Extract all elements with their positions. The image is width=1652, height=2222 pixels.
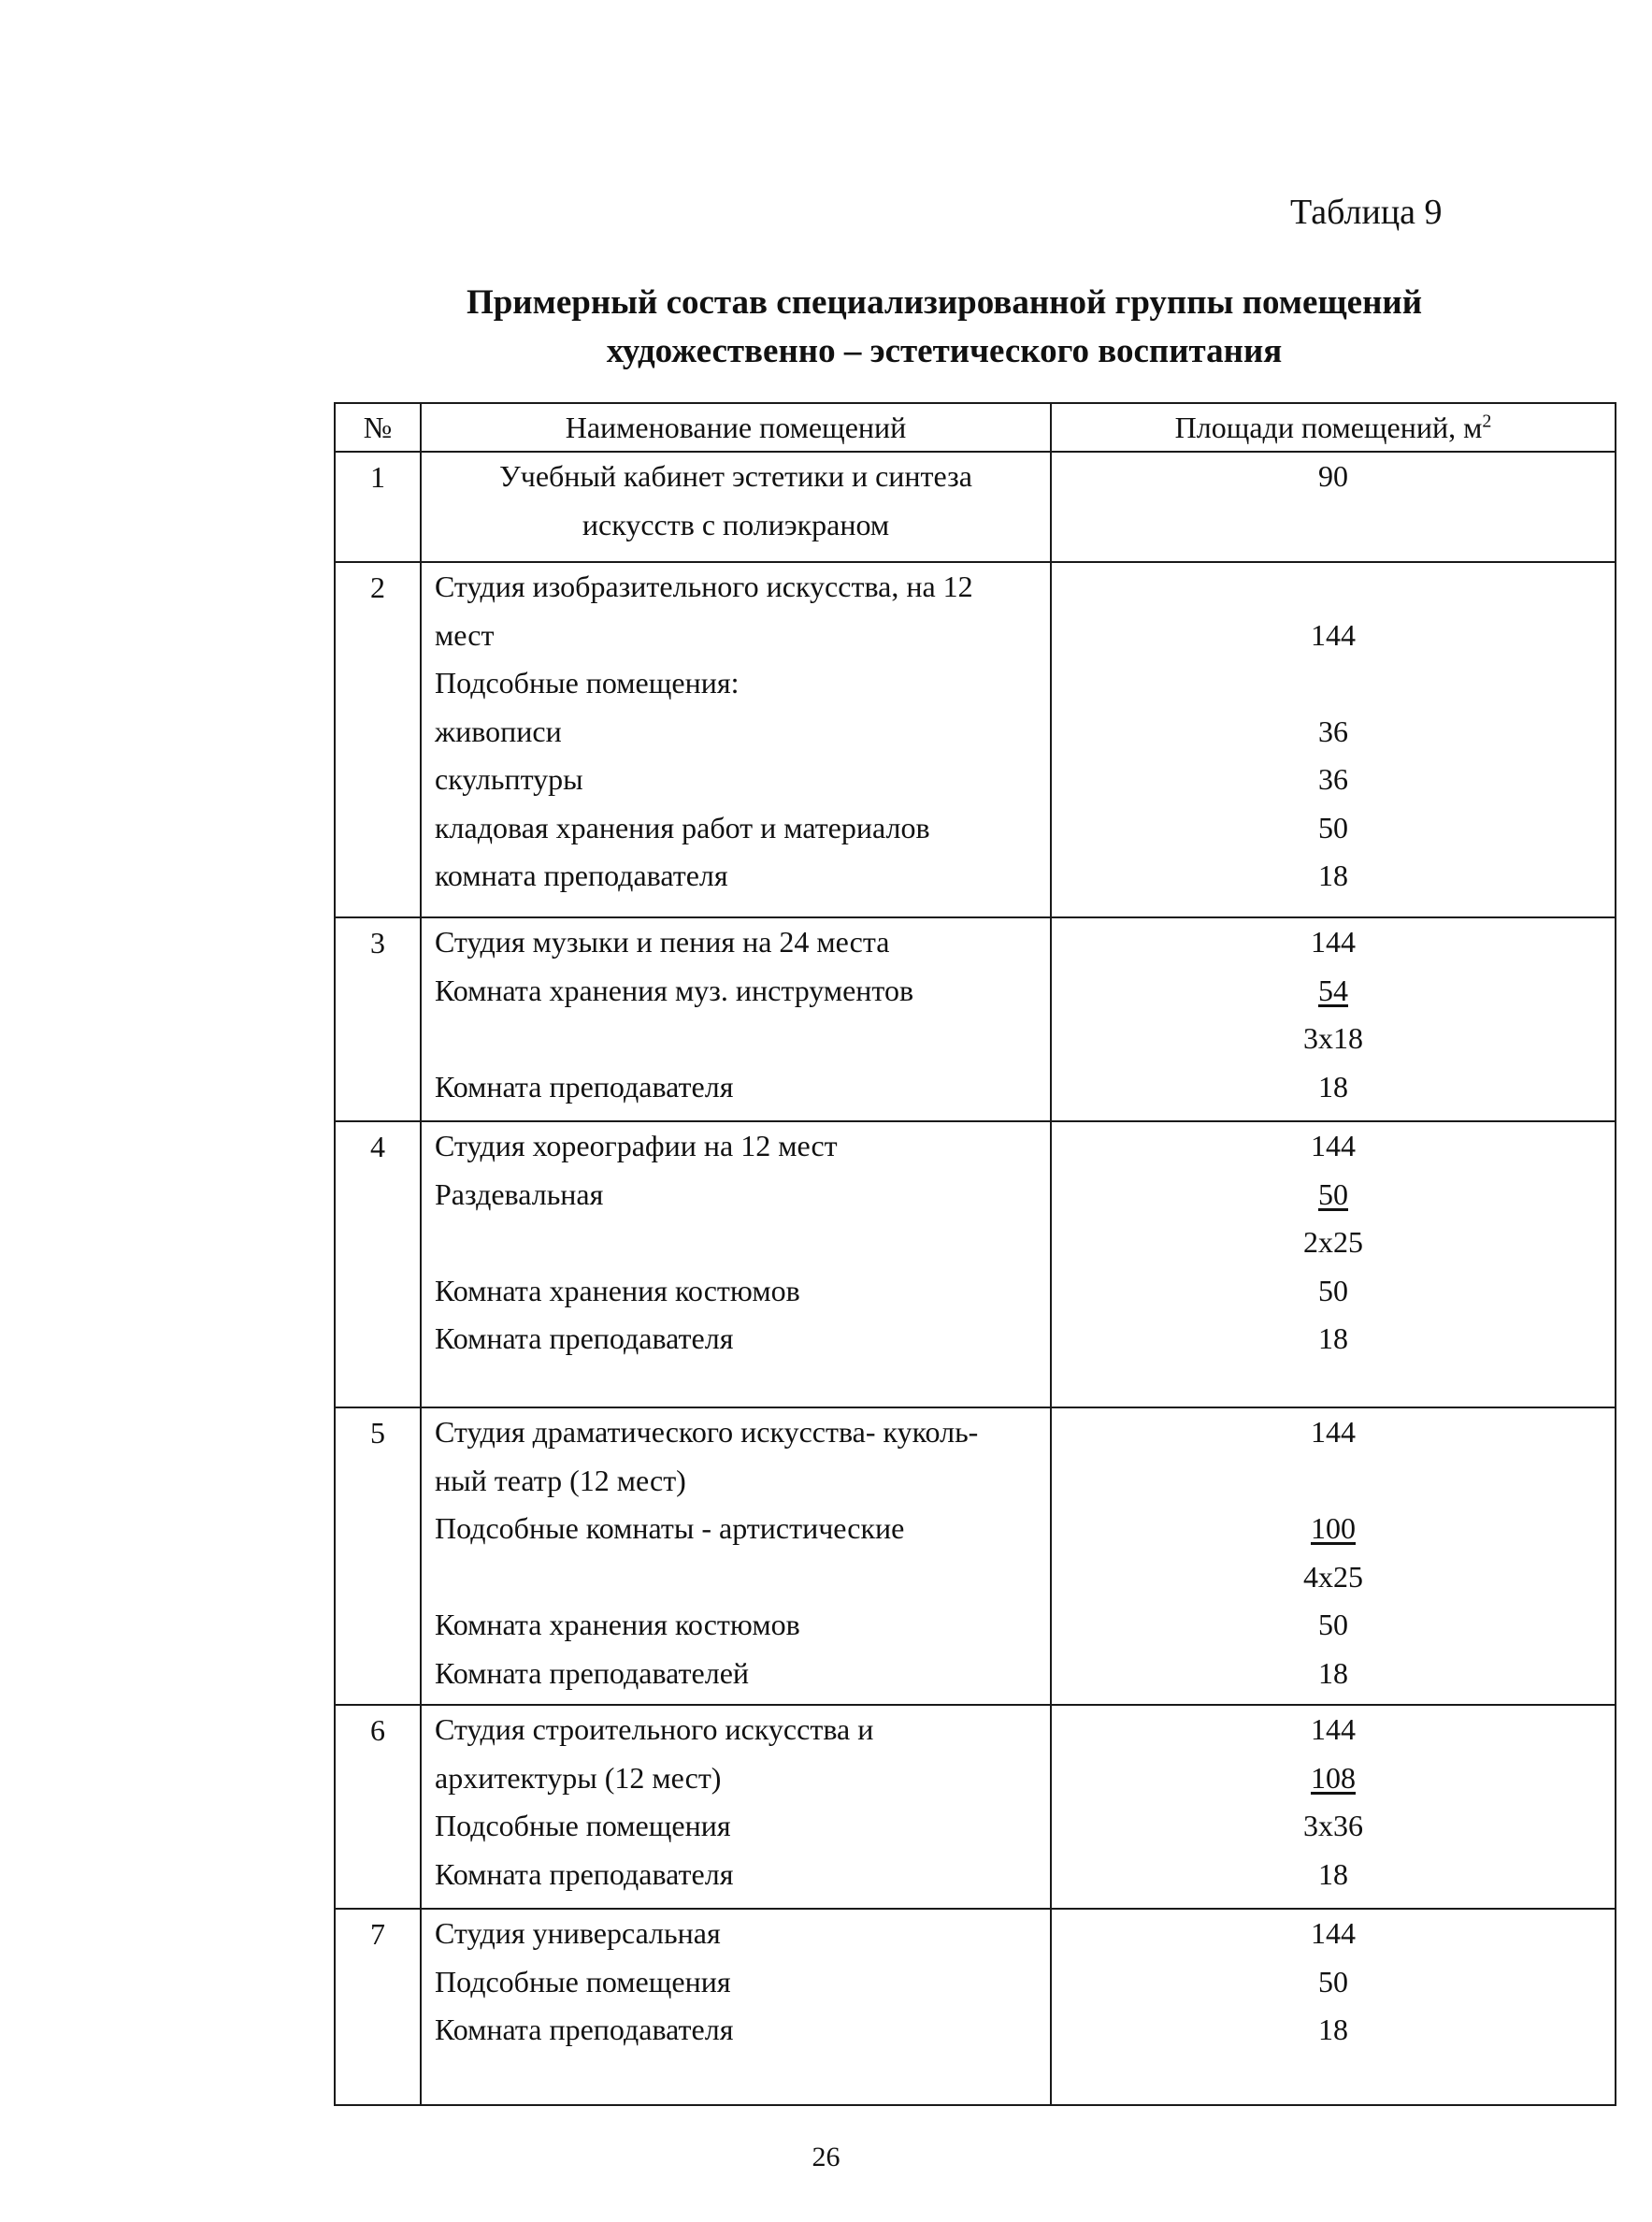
room-name-cell bbox=[421, 917, 1051, 1121]
table-row bbox=[335, 1121, 1616, 1407]
room-name: Учебный кабинет эстетики и синтеза bbox=[499, 459, 972, 493]
room-name: Подсобные комнаты - артистические bbox=[435, 1511, 905, 1545]
row-num: 6 bbox=[335, 1705, 421, 1909]
room-area: 18 bbox=[1318, 1856, 1348, 1891]
row-num: 7 bbox=[335, 1909, 421, 2105]
room-area bbox=[1052, 563, 1615, 612]
room-name: Студия универсальная bbox=[435, 1916, 721, 1950]
room-name-cell bbox=[421, 1705, 1051, 1909]
room-area bbox=[1052, 1457, 1615, 1506]
room-name: кладовая хранения работ и материалов bbox=[435, 810, 930, 844]
room-name: Комната хранения муз. инструментов bbox=[435, 973, 914, 1007]
room-name: Студия изобразительного искусства, на 12 bbox=[435, 570, 973, 603]
room-area: 50 bbox=[1318, 1964, 1348, 1998]
room-name: Подсобные помещения bbox=[435, 1964, 731, 1998]
room-name: Комната преподавателя bbox=[435, 1321, 734, 1355]
room-area: 18 bbox=[1318, 1321, 1348, 1355]
room-name: комната преподавателя bbox=[435, 858, 728, 892]
room-name: Комната преподавателя bbox=[435, 1856, 734, 1891]
page-number: 26 bbox=[812, 2142, 840, 2172]
room-name bbox=[422, 1219, 1050, 1267]
room-name: живописи bbox=[435, 714, 562, 748]
header-area-label: Площади помещений, м bbox=[1174, 410, 1483, 444]
table-row bbox=[335, 1909, 1616, 2105]
room-area bbox=[1052, 501, 1615, 550]
room-name: Комната преподавателя bbox=[435, 2013, 734, 2046]
room-name: Студия драматического искусства- куколь- bbox=[435, 1415, 979, 1449]
room-area: 144 bbox=[1311, 1415, 1356, 1449]
room-area: 144 bbox=[1311, 1129, 1356, 1162]
room-name: искусств с полиэкраном bbox=[582, 507, 890, 541]
row-num: 5 bbox=[335, 1407, 421, 1705]
room-name: Студия хореографии на 12 мест bbox=[435, 1129, 838, 1162]
room-name: Студия строительного искусства и bbox=[435, 1712, 874, 1746]
document-title bbox=[337, 279, 1552, 376]
room-name-cell bbox=[421, 452, 1051, 562]
table-row bbox=[335, 1407, 1616, 1705]
room-name: Раздевальная bbox=[435, 1176, 604, 1211]
row-num: 3 bbox=[335, 917, 421, 1121]
row-num: 2 bbox=[335, 562, 421, 917]
row-num: 1 bbox=[335, 452, 421, 562]
table-row bbox=[335, 1705, 1616, 1909]
room-area: 18 bbox=[1318, 1069, 1348, 1104]
room-area-cell bbox=[1051, 452, 1616, 562]
header-name: Наименование помещений bbox=[421, 403, 1051, 452]
room-area: 50 bbox=[1318, 1273, 1348, 1307]
room-area: 18 bbox=[1318, 1655, 1348, 1690]
room-area-cell bbox=[1051, 1705, 1616, 1909]
header-area bbox=[1051, 403, 1616, 452]
room-area-total: 100 bbox=[1311, 1511, 1356, 1545]
room-name bbox=[422, 1553, 1050, 1602]
room-area-breakdown: 4x25 bbox=[1303, 1559, 1363, 1594]
room-name-cell bbox=[421, 1909, 1051, 2105]
room-name bbox=[422, 1015, 1050, 1063]
header-num: № bbox=[335, 403, 421, 452]
room-area-cell bbox=[1051, 562, 1616, 917]
room-area: 36 bbox=[1318, 762, 1348, 796]
table-label: Таблица 9 bbox=[1290, 193, 1443, 232]
room-area: 144 bbox=[1311, 1712, 1356, 1746]
room-area: 18 bbox=[1318, 2013, 1348, 2046]
room-name-cell bbox=[421, 1121, 1051, 1407]
room-area-breakdown: 3x36 bbox=[1303, 1809, 1363, 1842]
room-area: 144 bbox=[1311, 925, 1356, 959]
title-line-2: художественно – эстетического воспитания bbox=[606, 332, 1283, 370]
room-name: мест bbox=[435, 617, 495, 652]
row-num: 4 bbox=[335, 1121, 421, 1407]
room-name: скульптуры bbox=[435, 762, 583, 796]
room-area-total: 54 bbox=[1318, 973, 1348, 1007]
table-row bbox=[335, 452, 1616, 562]
table-row bbox=[335, 562, 1616, 917]
room-area-cell bbox=[1051, 1909, 1616, 2105]
room-area: 144 bbox=[1311, 617, 1356, 652]
room-area-total: 108 bbox=[1311, 1760, 1356, 1795]
room-area: 50 bbox=[1318, 1608, 1348, 1641]
room-name: Подсобные помещения: bbox=[435, 666, 740, 700]
table-row bbox=[335, 917, 1616, 1121]
room-area-breakdown: 2x25 bbox=[1303, 1225, 1363, 1259]
room-name: Комната преподавателя bbox=[435, 1069, 734, 1104]
title-line-1: Примерный состав специализированной группы помещений bbox=[466, 283, 1423, 322]
room-area bbox=[1052, 659, 1615, 708]
room-name: Подсобные помещения bbox=[435, 1809, 731, 1842]
room-area-cell bbox=[1051, 917, 1616, 1121]
room-area: 144 bbox=[1311, 1916, 1356, 1950]
room-name: Комната хранения костюмов bbox=[435, 1608, 800, 1641]
room-name: ный театр (12 мест) bbox=[435, 1463, 686, 1497]
room-name: Комната хранения костюмов bbox=[435, 1273, 800, 1307]
rooms-table bbox=[334, 402, 1616, 2106]
room-area: 36 bbox=[1318, 714, 1348, 748]
room-name: Комната преподавателей bbox=[435, 1655, 750, 1690]
room-area-total: 50 bbox=[1318, 1176, 1348, 1211]
room-area: 18 bbox=[1318, 858, 1348, 892]
room-area-cell bbox=[1051, 1121, 1616, 1407]
room-name-cell bbox=[421, 562, 1051, 917]
room-area: 50 bbox=[1318, 810, 1348, 844]
room-area-breakdown: 3x18 bbox=[1303, 1021, 1363, 1055]
header-area-sup: 2 bbox=[1482, 410, 1492, 431]
room-area-cell bbox=[1051, 1407, 1616, 1705]
room-name: архитектуры (12 мест) bbox=[435, 1760, 722, 1795]
room-name: Студия музыки и пения на 24 места bbox=[435, 925, 890, 959]
room-name-cell bbox=[421, 1407, 1051, 1705]
room-area: 90 bbox=[1318, 459, 1348, 493]
table-header-row bbox=[335, 403, 1616, 452]
